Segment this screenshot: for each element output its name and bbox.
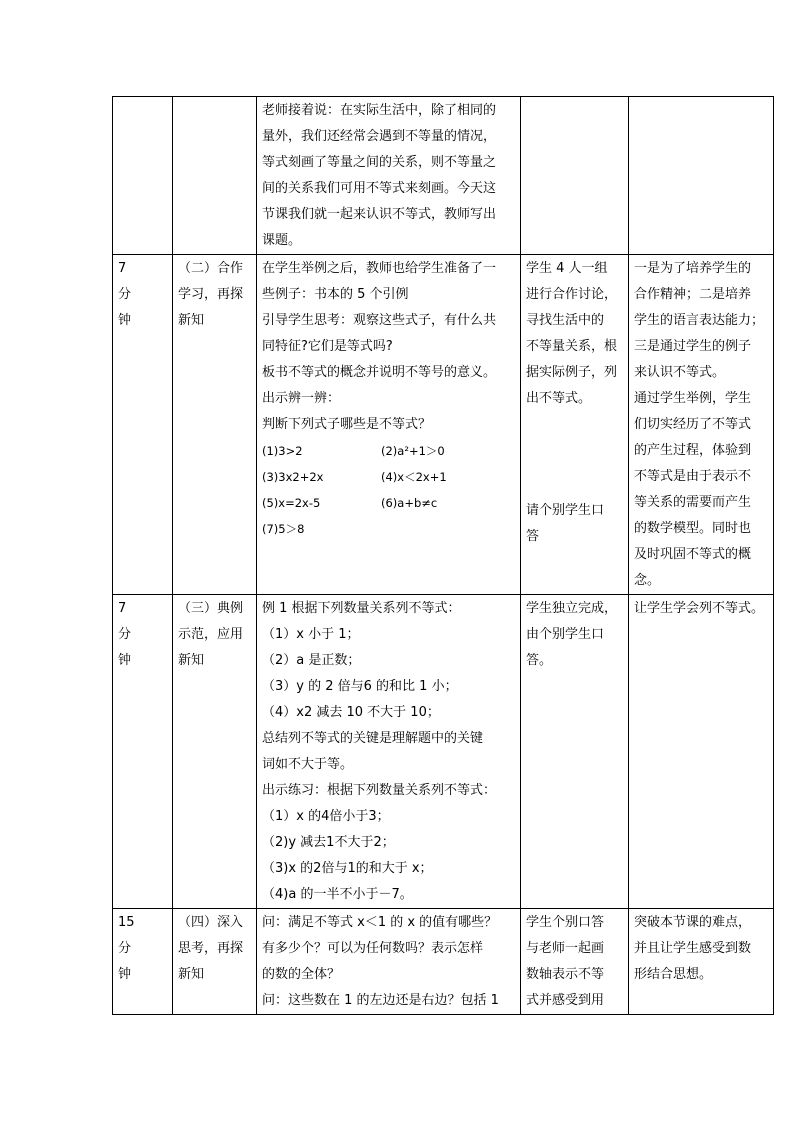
- design-intent-cell: [629, 97, 774, 255]
- text-line: 钟: [118, 967, 132, 982]
- exercise-row: [262, 438, 516, 464]
- student-activity-cell: [521, 909, 629, 1015]
- text-line: （4)a 的一半不小于－7。: [262, 887, 413, 902]
- text-line: 突破本节课的难点，: [634, 915, 752, 930]
- spacer: [526, 412, 624, 498]
- text-line: （四）深入: [178, 915, 244, 930]
- student-activity-cell: [521, 97, 629, 255]
- text-line: 的数学模型。同时也: [634, 521, 752, 536]
- text-line: 的产生过程，体验到: [634, 443, 752, 458]
- text-line: 式并感受到用: [526, 993, 605, 1008]
- text-line: 数轴表示不等: [526, 967, 605, 982]
- text-line: 们切实经历了不等式: [634, 417, 752, 432]
- teacher-activity-cell: [257, 595, 521, 909]
- text-line: 合作精神；二是培养: [634, 287, 752, 302]
- text-line: 的数的全体？: [262, 967, 341, 982]
- design-intent-cell: [629, 255, 774, 595]
- text-line: 新知: [178, 653, 205, 668]
- text-line: 分: [118, 627, 132, 642]
- text-line: 由个别学生口: [526, 627, 605, 642]
- text-line: 答。: [526, 653, 553, 668]
- time-cell: [113, 909, 173, 1015]
- text-line: （3）y 的 2 倍与6 的和比 1 小；: [262, 679, 458, 694]
- text-line: 与老师一起画: [526, 941, 605, 956]
- text-line: 不等量关系，根: [526, 339, 618, 354]
- text-line: 在学生举例之后，教师也给学生准备了一: [262, 261, 497, 276]
- text-line: （二）合作: [178, 261, 244, 276]
- text-line: 学生的语言表达能力；: [634, 313, 765, 328]
- text-line: 新知: [178, 313, 205, 328]
- text-line: 示范，应用: [178, 627, 244, 642]
- exercise-row: [262, 464, 516, 490]
- text-line: 据实际例子，列: [526, 365, 618, 380]
- text-line: 学生独立完成，: [526, 601, 618, 616]
- text-line: （3)x 的2倍与1的和大于 x；: [262, 861, 433, 876]
- text-line: （2）a 是正数；: [262, 653, 361, 668]
- text-line: 请个别学生口: [526, 503, 605, 518]
- stage-cell: [173, 909, 257, 1015]
- text-line: 老师接着说：在实际生活中，除了相同的: [262, 103, 497, 118]
- text-line: 寻找生活中的: [526, 313, 605, 328]
- text-line: 出不等式。: [526, 391, 592, 406]
- stage-cell: [173, 97, 257, 255]
- design-intent-cell: [629, 595, 774, 909]
- text-line: 例 1 根据下列数量关系列不等式：: [262, 601, 461, 616]
- text-line: 等关系的需要而产生: [634, 495, 752, 510]
- text-line: 7: [118, 601, 127, 616]
- exercise-item: (3)3x2+2x: [262, 470, 324, 484]
- student-activity-cell: [521, 255, 629, 595]
- time-cell: [113, 255, 173, 595]
- text-line: （1）x 小于 1；: [262, 627, 360, 642]
- text-line: 有多少个？可以为任何数吗？表示怎样: [262, 941, 484, 956]
- text-line: 出示练习：根据下列数量关系列不等式：: [262, 783, 497, 798]
- text-line: 来认识不等式。: [634, 365, 726, 380]
- text-line: 学生 4 人一组: [526, 261, 608, 276]
- exercise-item: (6)a+b≠c: [381, 496, 438, 510]
- exercise-item: (1)3>2: [262, 444, 303, 458]
- text-line: 问：满足不等式 x＜1 的 x 的值有哪些？: [262, 915, 498, 930]
- text-line: 进行合作讨论，: [526, 287, 618, 302]
- text-line: （1）x 的4倍小于3；: [262, 809, 390, 824]
- student-activity-cell: [521, 595, 629, 909]
- text-line: 思考，再探: [178, 941, 244, 956]
- text-line: 不等式是由于表示不: [634, 469, 752, 484]
- teacher-activity-cell: [257, 255, 521, 595]
- text-line: 节课我们就一起来认识不等式，教师写出: [262, 207, 497, 222]
- text-line: 让学生学会列不等式。: [634, 601, 765, 616]
- text-line: 分: [118, 287, 132, 302]
- text-line: （三）典例: [178, 601, 244, 616]
- lesson-plan-table: [112, 96, 774, 1015]
- exercise-item: (5)x=2x-5: [262, 496, 321, 510]
- text-line: 引导学生思考：观察这些式子，有什么共: [262, 313, 497, 328]
- table-row: [113, 909, 774, 1015]
- time-cell: [113, 595, 173, 909]
- text-line: 些例子：书本的 5 个引例: [262, 287, 409, 302]
- teacher-activity-cell: [257, 97, 521, 255]
- time-cell: [113, 97, 173, 255]
- text-line: 学习，再探: [178, 287, 244, 302]
- text-line: 量外，我们还经常会遇到不等量的情况，: [262, 129, 497, 144]
- text-line: 问：这些数在 1 的左边还是右边？包括 1: [262, 993, 499, 1008]
- text-line: 新知: [178, 967, 205, 982]
- text-line: 词如不大于等。: [262, 757, 354, 772]
- text-line: 总结列不等式的关键是理解题中的关键: [262, 731, 484, 746]
- text-line: 通过学生举例，学生: [634, 391, 752, 406]
- text-line: 并且让学生感受到数: [634, 941, 752, 956]
- text-line: 同特征?它们是等式吗?: [262, 339, 393, 354]
- text-line: 分: [118, 941, 132, 956]
- text-line: 判断下列式子哪些是不等式？: [262, 417, 432, 432]
- text-line: 15: [118, 915, 135, 930]
- text-line: 板书不等式的概念并说明不等号的意义。: [262, 365, 497, 380]
- text-line: 等式刻画了等量之间的关系，则不等量之: [262, 155, 497, 170]
- exercise-item: (2)a²+1＞0: [381, 444, 445, 458]
- exercise-row: [262, 516, 516, 542]
- text-line: 7: [118, 261, 127, 276]
- text-line: （4）x2 减去 10 不大于 10；: [262, 705, 440, 720]
- text-line: 念。: [634, 573, 661, 588]
- text-line: 一是为了培养学生的: [634, 261, 752, 276]
- text-line: 学生个别口答: [526, 915, 605, 930]
- text-line: 形结合思想。: [634, 967, 713, 982]
- table-row: [113, 595, 774, 909]
- text-line: 课题。: [262, 233, 302, 248]
- text-line: 钟: [118, 653, 132, 668]
- text-line: 答: [526, 529, 540, 544]
- text-line: 出示辨一辨：: [262, 391, 341, 406]
- exercise-item: (4)x＜2x+1: [381, 470, 447, 484]
- text-line: 三是通过学生的例子: [634, 339, 752, 354]
- text-line: 间的关系我们可用不等式来刻画。今天这: [262, 181, 497, 196]
- exercise-item: (7)5＞8: [262, 522, 305, 536]
- table-row: [113, 255, 774, 595]
- text-line: （2)y 减去1不大于2；: [262, 835, 395, 850]
- stage-cell: [173, 255, 257, 595]
- text-line: 钟: [118, 313, 132, 328]
- table-row: [113, 97, 774, 255]
- design-intent-cell: [629, 909, 774, 1015]
- teacher-activity-cell: [257, 909, 521, 1015]
- exercise-row: [262, 490, 516, 516]
- text-line: 及时巩固不等式的概: [634, 547, 752, 562]
- stage-cell: [173, 595, 257, 909]
